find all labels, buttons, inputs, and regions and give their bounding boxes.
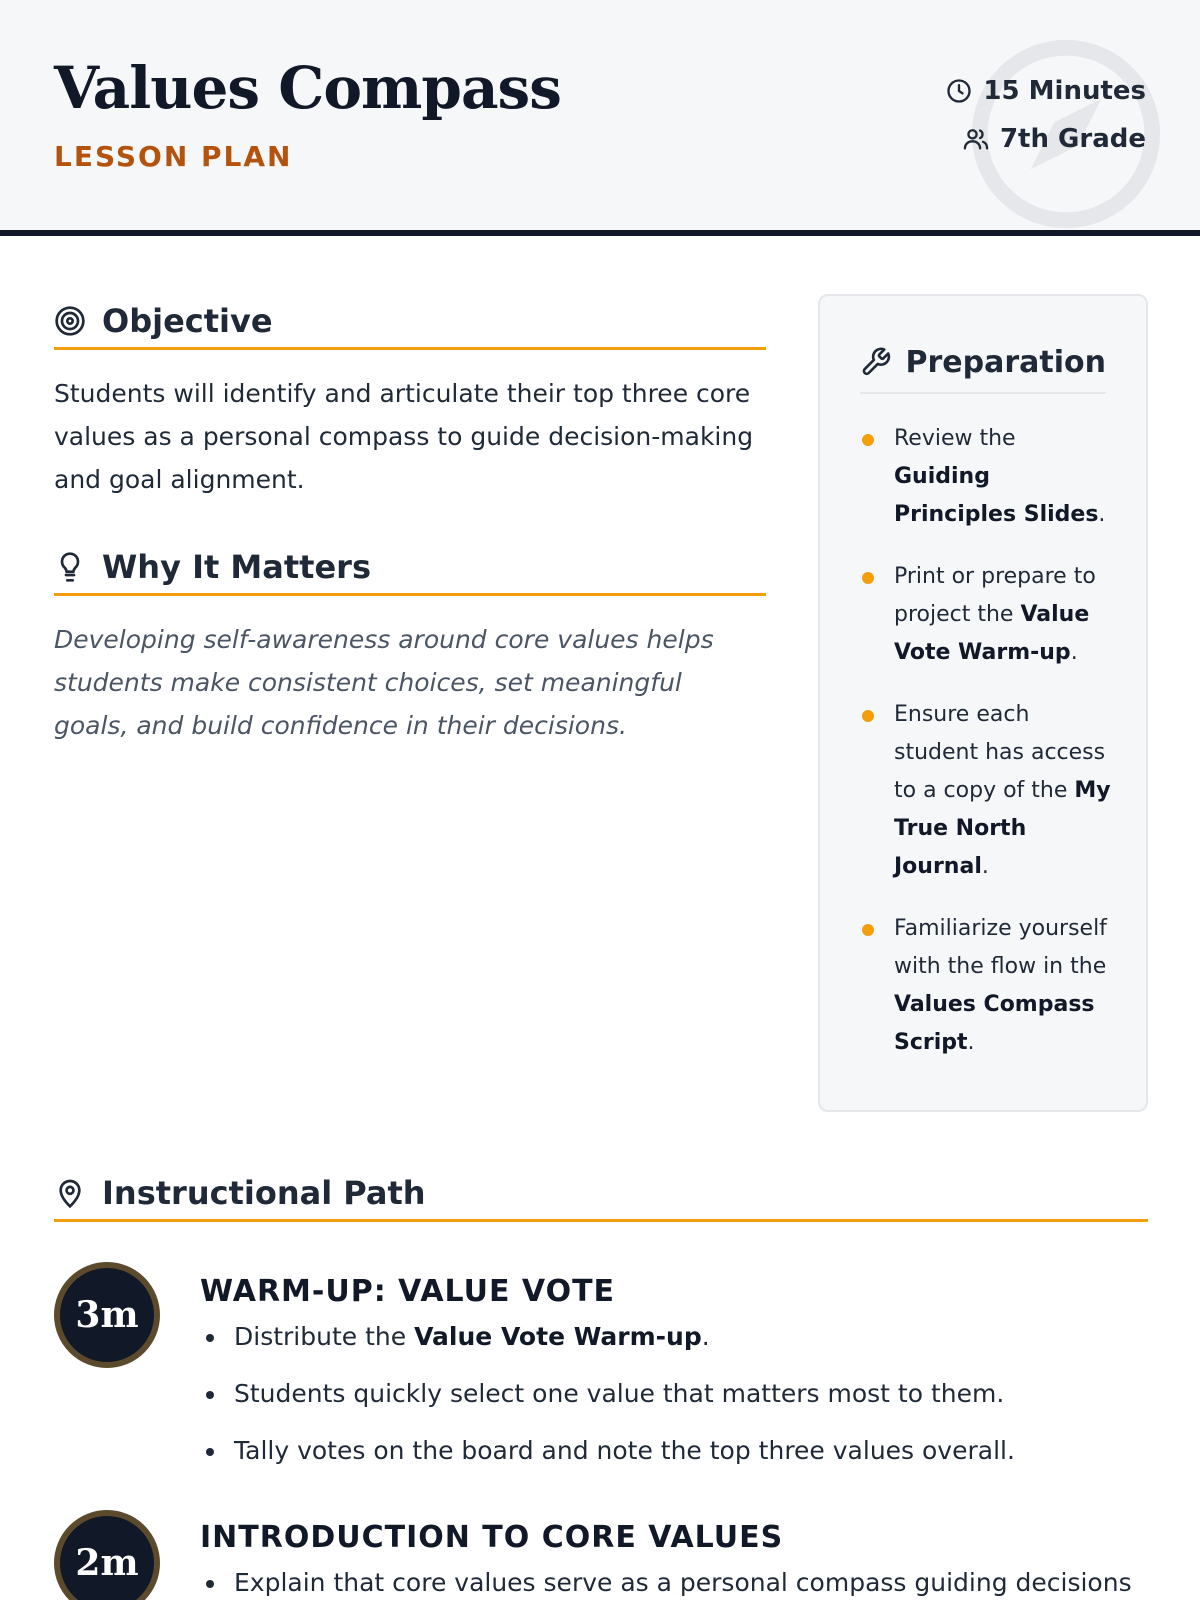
lightbulb-icon [54,551,86,583]
list-item: Distribute the Value Vote Warm-up. [200,1318,1160,1356]
page-subtitle: LESSON PLAN [54,140,293,173]
instructional-path-heading [54,1166,1148,1222]
list-item: Tally votes on the board and note the top three values overall. [200,1432,1160,1470]
wrench-icon [860,346,892,378]
list-item: Students quickly select one value that matters most to them. [200,1375,1160,1413]
grade-text: 7th Grade [999,124,1146,154]
preparation-list [860,420,1116,1086]
why-title: Why It Matters [102,547,371,586]
preparation-title: Preparation [905,344,1106,380]
list-item: Familiarize yourself with the flow in the Values Compass Script. [860,910,1116,1062]
list-item: Ensure each student has access to a copy of the My True North Journal. [860,696,1116,886]
step-title: WARM-UP: VALUE VOTE [200,1274,616,1309]
duration-meta [945,76,1146,106]
list-item: Review the Guiding Principles Slides. [860,420,1116,534]
duration-text: 15 Minutes [983,76,1146,106]
clock-icon [945,77,973,105]
objective-heading [54,294,766,350]
why-heading [54,540,766,596]
preparation-heading [860,332,1106,394]
step-title: INTRODUCTION TO CORE VALUES [200,1520,784,1555]
step-duration-badge: 2m [54,1510,160,1600]
why-text: Developing self-awareness around core values helps students make consistent choices, set meaningful goals, and build confidence in their decisions. [54,625,714,740]
step-list [200,1564,1160,1600]
list-item: Print or prepare to project the Value Vote Warm-up. [860,558,1116,672]
page-header [0,0,1200,236]
objective-text: Students will identify and articulate their top three core values as a personal compass to guide decision-making and goal alignment. [54,379,754,494]
target-icon [54,305,86,337]
step-duration-badge: 3m [54,1262,160,1368]
objective-title: Objective [102,301,273,340]
instructional-path-title: Instructional Path [102,1173,426,1212]
preparation-card [818,294,1148,1112]
map-pin-icon [54,1177,86,1209]
grade-meta [962,124,1146,154]
page-title: Values Compass [54,54,561,122]
users-icon [962,125,990,153]
step-list [200,1318,1160,1489]
list-item: Explain that core values serve as a personal compass guiding decisions [200,1564,1160,1600]
